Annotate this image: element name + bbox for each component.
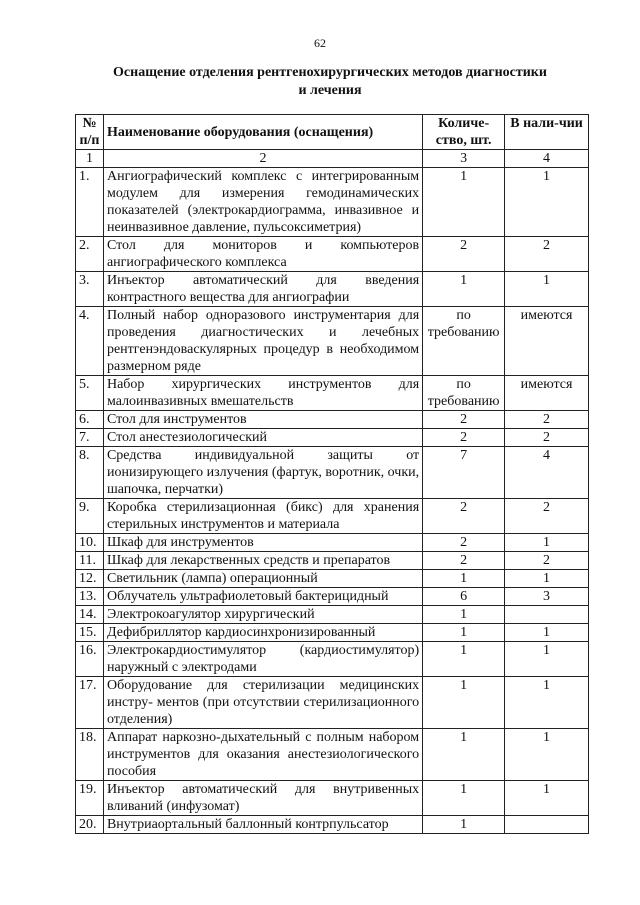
equipment-name: Полный набор одноразового инструментария для проведения диагностических и лечебных рентгенэндоваскулярных процедур в необходимом размерном ряде	[103, 307, 422, 376]
table-row	[76, 272, 589, 307]
row-number: 11.	[76, 552, 104, 570]
equipment-name: Шкаф для инструментов	[103, 534, 422, 552]
quantity: 1	[423, 781, 505, 816]
equipment-name: Коробка стерилизационная (бикс) для хранения стерильных инструментов и материала	[103, 499, 422, 534]
row-number: 4.	[76, 307, 104, 376]
row-number: 12.	[76, 570, 104, 588]
in-stock	[505, 816, 589, 834]
quantity: 1	[423, 272, 505, 307]
table-row	[76, 411, 589, 429]
table-row	[76, 606, 589, 624]
row-number: 17.	[76, 677, 104, 729]
row-number: 20.	[76, 816, 104, 834]
table-row	[76, 447, 589, 499]
table-row	[76, 376, 589, 411]
in-stock: 2	[505, 411, 589, 429]
equipment-name: Аппарат наркозно-дыхательный с полным набором инструментов для оказания анестезиологического пособия	[103, 729, 422, 781]
quantity: 2	[423, 499, 505, 534]
header-qty: Количе-ство, шт.	[423, 115, 505, 150]
column-index: 1	[76, 150, 104, 168]
table-row	[76, 677, 589, 729]
header-num: № п/п	[76, 115, 104, 150]
column-index: 2	[103, 150, 422, 168]
equipment-name: Инъектор автоматический для введения контрастного вещества для ангиографии	[103, 272, 422, 307]
in-stock: 1	[505, 534, 589, 552]
equipment-name: Средства индивидуальной защиты от ионизирующего излучения (фартук, воротник, очки, шапочка, перчатки)	[103, 447, 422, 499]
quantity: 1	[423, 729, 505, 781]
equipment-table	[75, 114, 589, 834]
in-stock: 2	[505, 499, 589, 534]
row-number: 5.	[76, 376, 104, 411]
in-stock	[505, 606, 589, 624]
equipment-name: Облучатель ультрафиолетовый бактерицидный	[103, 588, 422, 606]
quantity: 2	[423, 534, 505, 552]
row-number: 9.	[76, 499, 104, 534]
in-stock: 1	[505, 642, 589, 677]
quantity: по требованию	[423, 376, 505, 411]
quantity: 7	[423, 447, 505, 499]
row-number: 18.	[76, 729, 104, 781]
title-line-1: Оснащение отделения рентгенохирургических методов диагностики	[113, 65, 547, 80]
equipment-name: Шкаф для лекарственных средств и препаратов	[103, 552, 422, 570]
row-number: 7.	[76, 429, 104, 447]
header-name: Наименование оборудования (оснащения)	[103, 115, 422, 150]
table-row	[76, 168, 589, 237]
in-stock: 2	[505, 237, 589, 272]
in-stock: 2	[505, 552, 589, 570]
table-row	[76, 307, 589, 376]
row-number: 6.	[76, 411, 104, 429]
equipment-name: Набор хирургических инструментов для малоинвазивных вмешательств	[103, 376, 422, 411]
title-line-2: и лечения	[298, 83, 362, 98]
quantity: 1	[423, 642, 505, 677]
row-number: 13.	[76, 588, 104, 606]
in-stock: 1	[505, 272, 589, 307]
table-row	[76, 816, 589, 834]
in-stock: имеются	[505, 307, 589, 376]
equipment-name: Стол для инструментов	[103, 411, 422, 429]
table-row	[76, 534, 589, 552]
document-title	[80, 64, 580, 100]
quantity: 2	[423, 237, 505, 272]
table-row	[76, 570, 589, 588]
row-number: 2.	[76, 237, 104, 272]
column-index: 4	[505, 150, 589, 168]
equipment-name: Дефибриллятор кардиосинхронизированный	[103, 624, 422, 642]
in-stock: 4	[505, 447, 589, 499]
equipment-name: Стол анестезиологический	[103, 429, 422, 447]
row-number: 8.	[76, 447, 104, 499]
equipment-name: Светильник (лампа) операционный	[103, 570, 422, 588]
in-stock: 1	[505, 624, 589, 642]
table-row	[76, 429, 589, 447]
table-row	[76, 588, 589, 606]
table-row	[76, 237, 589, 272]
quantity: 1	[423, 570, 505, 588]
equipment-name: Электрокоагулятор хирургический	[103, 606, 422, 624]
quantity: 1	[423, 168, 505, 237]
in-stock: 2	[505, 429, 589, 447]
in-stock: 1	[505, 570, 589, 588]
quantity: 6	[423, 588, 505, 606]
quantity: 2	[423, 552, 505, 570]
quantity: 1	[423, 677, 505, 729]
equipment-name: Электрокардиостимулятор (кардиостимулятор) наружный с электродами	[103, 642, 422, 677]
table-header-row	[76, 115, 589, 150]
column-index: 3	[423, 150, 505, 168]
quantity: 1	[423, 624, 505, 642]
table-row	[76, 642, 589, 677]
row-number: 19.	[76, 781, 104, 816]
column-index-row	[76, 150, 589, 168]
in-stock: 3	[505, 588, 589, 606]
table-row	[76, 499, 589, 534]
quantity: 2	[423, 411, 505, 429]
row-number: 3.	[76, 272, 104, 307]
row-number: 15.	[76, 624, 104, 642]
in-stock: 1	[505, 781, 589, 816]
equipment-name: Инъектор автоматический для внутривенных вливаний (инфузомат)	[103, 781, 422, 816]
in-stock: 1	[505, 168, 589, 237]
table-row	[76, 624, 589, 642]
in-stock: 1	[505, 729, 589, 781]
equipment-name: Стол для мониторов и компьютеров ангиографического комплекса	[103, 237, 422, 272]
quantity: 2	[423, 429, 505, 447]
table-row	[76, 781, 589, 816]
quantity: 1	[423, 606, 505, 624]
page-number: 62	[314, 36, 326, 50]
equipment-name: Внутриаортальный баллонный контрпульсатор	[103, 816, 422, 834]
row-number: 1.	[76, 168, 104, 237]
quantity: по требованию	[423, 307, 505, 376]
row-number: 14.	[76, 606, 104, 624]
quantity: 1	[423, 816, 505, 834]
table-row	[76, 552, 589, 570]
in-stock: имеются	[505, 376, 589, 411]
table-body	[76, 168, 589, 834]
equipment-name: Оборудование для стерилизации медицинских инстру- ментов (при отсутствии стерилизационного отделения)	[103, 677, 422, 729]
in-stock: 1	[505, 677, 589, 729]
row-number: 16.	[76, 642, 104, 677]
equipment-name: Ангиографический комплекс с интегрированным модулем для измерения гемодинамических показателей (электрокардиограмма, инвазивное и неинвазивное давление, пульсоксиметрия)	[103, 168, 422, 237]
header-have: В нали-чии	[505, 115, 589, 150]
row-number: 10.	[76, 534, 104, 552]
table-row	[76, 729, 589, 781]
